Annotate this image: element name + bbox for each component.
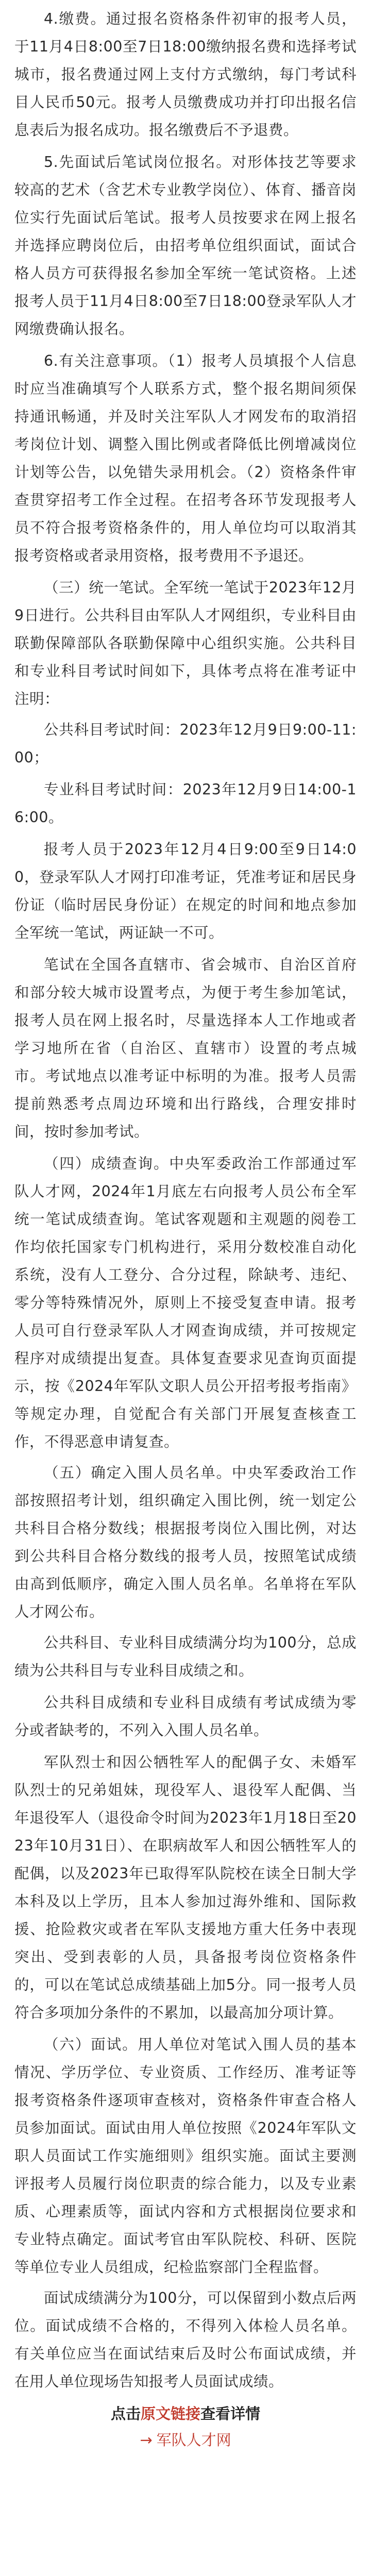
paragraph-full-score: 公共科目、专业科目成绩满分均为100分，总成绩为公共科目与专业科目成绩之和。 bbox=[14, 1634, 357, 1679]
paragraph-public-exam-time: 公共科目考试时间：2023年12月9日9:00-11:00； bbox=[14, 721, 357, 766]
paragraph-written-exam: （三）统一笔试。全军统一笔试于2023年12月9日进行。公共科目由军队人才网组织，专业科目由联勤保障部队各联勤保障中心组织实施。公共科目和专业科目考试时间如下，具体考点将在准考证中注明： bbox=[14, 579, 357, 707]
source-link[interactable]: 原文链接 bbox=[140, 2405, 200, 2422]
arrow-right-icon: → bbox=[140, 2431, 153, 2449]
source-link-suffix: 查看详情 bbox=[200, 2405, 261, 2422]
tag-label: 军队人才网 bbox=[156, 2431, 231, 2449]
paragraph-interview: （六）面试。用人单位对笔试入围人员的基本情况、学历学位、专业资质、工作经历、准考证等报考资格条件逐项审查核对，资格条件审查合格人员参加面试。面试由用人单位按照《2024年军队文职人员面试工作实施细则》组织实施。面试主要测评报考人员履行岗位职责的综合能力，以及专业素质、心理素质等，面试内容和方式根据岗位要求和专业特点确定。面试考官由军队院校、科研、医院等单位专业人员组成，纪检监察部门全程监督。 bbox=[14, 2036, 357, 2276]
paragraph-shortlist: （五）确定入围人员名单。中央军委政治工作部按照招考计划，组织确定入围比例，统一划定公共科目合格分数线；根据报考岗位入围比例，对达到公共科目合格分数线的报考人员，按照笔试成绩由高到低顺序，确定入围人员名单。名单将在军队人才网公布。 bbox=[14, 1464, 357, 1620]
paragraph-interview-first: 5.先面试后笔试岗位报名。对形体技艺等要求较高的艺术（含艺术专业教学岗位）、体育、播音岗位实行先面试后笔试。报考人员按要求在网上报名并选择应聘岗位后，由招考单位组织面试，面试合格人员方可获得报名参加全军统一笔试资格。上述报考人员于11月4日8:00至7日18:00登录军队人才网缴费确认报名。 bbox=[14, 154, 357, 337]
paragraph-score-query: （四）成绩查询。中央军委政治工作部通过军队人才网，2024年1月底左右向报考人员公布全军统一笔试成绩查询。笔试客观题和主观题的阅卷工作均依托国家专门机构进行，采用分数校准自动化系统，没有人工登分、合分过程，除缺考、违纪、零分等特殊情况外，原则上不接受复查申请。报考人员可自行登录军队人才网查询成绩，并可按规定程序对成绩提出复查。具体复查要求见查询页面提示，按《2024年军队文职人员公开招考报考指南》等规定办理，自觉配合有关部门开展复查核查工作，不得恶意申请复查。 bbox=[14, 1155, 357, 1450]
paragraph-payment: 4.缴费。通过报名资格条件初审的报考人员，于11月4日8:00至7日18:00缴纳报名费和选择考试城市，报名费通过网上支付方式缴纳，每门考试科目人民币50元。报考人员缴费成功并打印出报名信息表后为报名成功。报名缴费后不予退费。 bbox=[14, 10, 357, 139]
source-link-prefix: 点击 bbox=[110, 2405, 141, 2422]
paragraph-admission-ticket: 报考人员于2023年12月4日9:00至9日14:00，登录军队人才网打印准考证，凭准考证和居民身份证（临时居民身份证）在规定的时间和地点参加全军统一笔试，两证缺一不可。 bbox=[14, 841, 357, 941]
paragraph-professional-exam-time: 专业科目考试时间：2023年12月9日14:00-16:00。 bbox=[14, 781, 357, 826]
paragraph-exam-locations: 笔试在全国各直辖市、省会城市、自治区首府和部分较大城市设置考点，为便于考生参加笔试，报考人员在网上报名时，尽量选择本人工作地或者学习地所在省（自治区、直辖市）设置的考点城市。考试地点以准考证中标明的为准。报考人员需提前熟悉考点周边环境和出行路线，合理安排时间，按时参加考试。 bbox=[14, 956, 357, 1140]
source-link-line bbox=[14, 2400, 357, 2428]
tag-line[interactable] bbox=[14, 2428, 357, 2452]
paragraph-notes: 6.有关注意事项。（1）报考人员填报个人信息时应当准确填写个人联系方式，整个报名期间须保持通讯畅通，并及时关注军队人才网发布的取消招考岗位计划、调整入围比例或者降低比例增减岗位计划等公告，以免错失录用机会。（2）资格条件审查贯穿招考工作全过程。在招考各环节发现报考人员不符合报考资格条件的，用人单位均可以取消其报考资格或者录用资格，报考费用不予退还。 bbox=[14, 352, 357, 564]
paragraph-zero-score: 公共科目成绩和专业科目成绩有考试成绩为零分或者缺考的，不列入入围人员名单。 bbox=[14, 1694, 357, 1739]
paragraph-bonus-points: 军队烈士和因公牺牲军人的配偶子女、未婚军队烈士的兄弟姐妹，现役军人、退役军人配偶、当年退役军人（退役命令时间为2023年1月18日至2023年10月31日）、在职病故军人和因公牺牲军人的配偶，以及2023年已取得军队院校在读全日制大学本科及以上学历，且本人参加过海外维和、国际救援、抢险救灾或者在军队支援地方重大任务中表现突出、受到表彰的人员，具备报考岗位资格条件的，可以在笔试总成绩基础上加5分。同一报考人员符合多项加分条件的不累加，以最高加分项计算。 bbox=[14, 1754, 357, 2021]
paragraph-interview-score: 面试成绩满分为100分，可以保留到小数点后两位。面试成绩不合格的，不得列入体检人员名单。有关单位应当在面试结束后及时公布面试成绩，并在用人单位现场告知报考人员面试成绩。 bbox=[14, 2290, 357, 2390]
